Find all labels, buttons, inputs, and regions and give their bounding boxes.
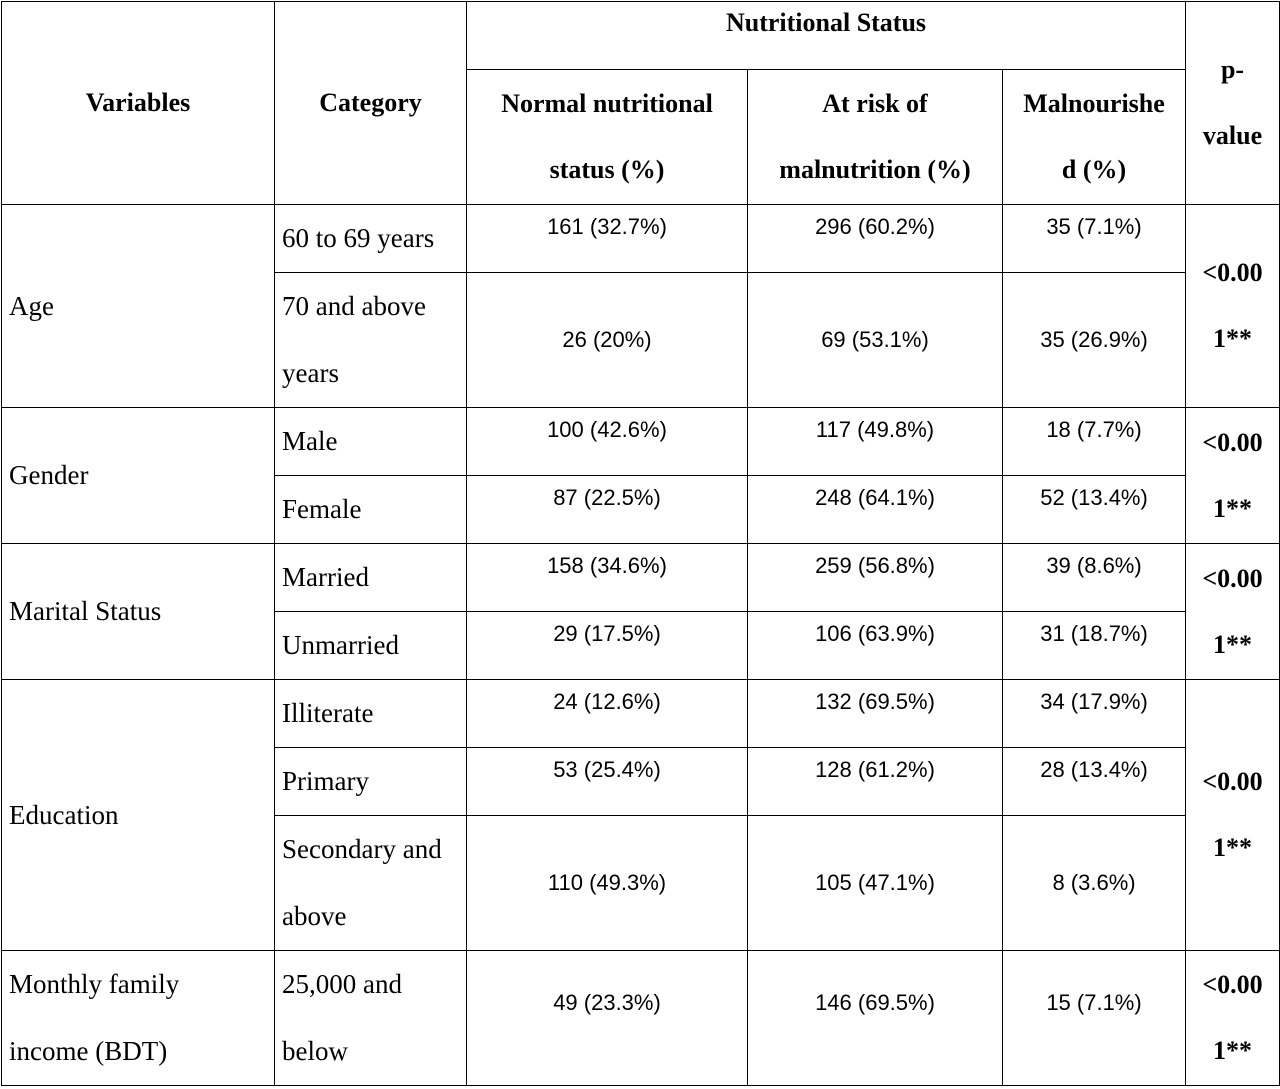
nutritional-status-table bbox=[1, 1, 1280, 1086]
normal-cell: 87 (22.5%) bbox=[467, 476, 748, 544]
risk-cell: 105 (47.1%) bbox=[748, 816, 1003, 951]
at-risk-header-line1: At risk of bbox=[822, 89, 928, 118]
normal-status-header bbox=[467, 70, 748, 205]
table-row bbox=[2, 205, 1280, 273]
p-value-cell bbox=[1186, 680, 1280, 951]
malnourished-header-line2: d (%) bbox=[1061, 155, 1127, 184]
normal-cell: 53 (25.4%) bbox=[467, 748, 748, 816]
normal-cell: 110 (49.3%) bbox=[467, 816, 748, 951]
p-value-header bbox=[1186, 2, 1280, 205]
p-value-line2: 1** bbox=[1213, 629, 1253, 659]
normal-cell: 49 (23.3%) bbox=[467, 951, 748, 1086]
normal-status-header-line2: status (%) bbox=[549, 155, 665, 184]
category-cell bbox=[275, 816, 467, 951]
p-value-header-line2: value bbox=[1202, 121, 1263, 150]
variable-line2: income (BDT) bbox=[9, 1036, 168, 1066]
risk-cell: 128 (61.2%) bbox=[748, 748, 1003, 816]
normal-cell: 24 (12.6%) bbox=[467, 680, 748, 748]
risk-cell: 146 (69.5%) bbox=[748, 951, 1003, 1086]
category-cell bbox=[275, 273, 467, 408]
malnourished-cell: 52 (13.4%) bbox=[1003, 476, 1186, 544]
category-cell: Male bbox=[275, 408, 467, 476]
malnourished-cell: 15 (7.1%) bbox=[1003, 951, 1186, 1086]
category-cell: Illiterate bbox=[275, 680, 467, 748]
variable-line1: Monthly family bbox=[9, 969, 180, 999]
category-cell: Primary bbox=[275, 748, 467, 816]
normal-cell: 161 (32.7%) bbox=[467, 205, 748, 273]
malnourished-header-line1: Malnourishe bbox=[1023, 89, 1165, 118]
category-line2: above bbox=[282, 901, 347, 931]
p-value-line1: <0.00 bbox=[1202, 427, 1263, 457]
category-cell: 60 to 69 years bbox=[275, 205, 467, 273]
variable-cell-marital-status: Marital Status bbox=[2, 544, 275, 680]
category-cell: Female bbox=[275, 476, 467, 544]
nutritional-status-header: Nutritional Status bbox=[467, 2, 1186, 70]
malnourished-cell: 31 (18.7%) bbox=[1003, 612, 1186, 680]
table-row bbox=[2, 680, 1280, 748]
category-line1: Secondary and bbox=[282, 834, 442, 864]
normal-cell: 100 (42.6%) bbox=[467, 408, 748, 476]
table-row bbox=[2, 951, 1280, 1086]
category-cell bbox=[275, 951, 467, 1086]
malnourished-cell: 35 (7.1%) bbox=[1003, 205, 1186, 273]
p-value-cell bbox=[1186, 544, 1280, 680]
risk-cell: 259 (56.8%) bbox=[748, 544, 1003, 612]
p-value-line1: <0.00 bbox=[1202, 258, 1263, 287]
p-value-line2: 1** bbox=[1213, 493, 1253, 523]
p-value-line2: 1** bbox=[1213, 1036, 1253, 1065]
category-line2: below bbox=[282, 1036, 348, 1066]
malnourished-cell: 35 (26.9%) bbox=[1003, 273, 1186, 408]
category-cell: Unmarried bbox=[275, 612, 467, 680]
p-value-line1: <0.00 bbox=[1202, 970, 1263, 999]
normal-cell: 158 (34.6%) bbox=[467, 544, 748, 612]
p-value-line2: 1** bbox=[1213, 833, 1253, 862]
p-value-cell bbox=[1186, 951, 1280, 1086]
variable-cell-gender: Gender bbox=[2, 408, 275, 544]
normal-cell: 26 (20%) bbox=[467, 273, 748, 408]
malnourished-cell: 39 (8.6%) bbox=[1003, 544, 1186, 612]
variable-cell-age: Age bbox=[2, 205, 275, 408]
risk-cell: 296 (60.2%) bbox=[748, 205, 1003, 273]
risk-cell: 117 (49.8%) bbox=[748, 408, 1003, 476]
variable-cell-education: Education bbox=[2, 680, 275, 951]
category-header: Category bbox=[275, 2, 467, 205]
risk-cell: 69 (53.1%) bbox=[748, 273, 1003, 408]
p-value-header-line1: p- bbox=[1220, 55, 1245, 84]
p-value-line2: 1** bbox=[1213, 324, 1253, 353]
at-risk-header bbox=[748, 70, 1003, 205]
category-cell: Married bbox=[275, 544, 467, 612]
malnourished-cell: 8 (3.6%) bbox=[1003, 816, 1186, 951]
variables-header: Variables bbox=[2, 2, 275, 205]
category-line2: years bbox=[282, 358, 339, 388]
risk-cell: 132 (69.5%) bbox=[748, 680, 1003, 748]
malnourished-header bbox=[1003, 70, 1186, 205]
category-line1: 70 and above bbox=[282, 291, 426, 321]
malnourished-cell: 18 (7.7%) bbox=[1003, 408, 1186, 476]
risk-cell: 248 (64.1%) bbox=[748, 476, 1003, 544]
p-value-line1: <0.00 bbox=[1202, 767, 1263, 796]
normal-cell: 29 (17.5%) bbox=[467, 612, 748, 680]
malnourished-cell: 34 (17.9%) bbox=[1003, 680, 1186, 748]
p-value-cell bbox=[1186, 205, 1280, 408]
p-value-cell bbox=[1186, 408, 1280, 544]
variable-cell-income bbox=[2, 951, 275, 1086]
p-value-line1: <0.00 bbox=[1202, 563, 1263, 593]
category-line1: 25,000 and bbox=[282, 969, 402, 999]
header-row-1 bbox=[2, 2, 1280, 70]
normal-status-header-line1: Normal nutritional bbox=[501, 89, 713, 118]
risk-cell: 106 (63.9%) bbox=[748, 612, 1003, 680]
at-risk-header-line2: malnutrition (%) bbox=[779, 155, 971, 184]
table-row bbox=[2, 544, 1280, 612]
malnourished-cell: 28 (13.4%) bbox=[1003, 748, 1186, 816]
table-row bbox=[2, 408, 1280, 476]
